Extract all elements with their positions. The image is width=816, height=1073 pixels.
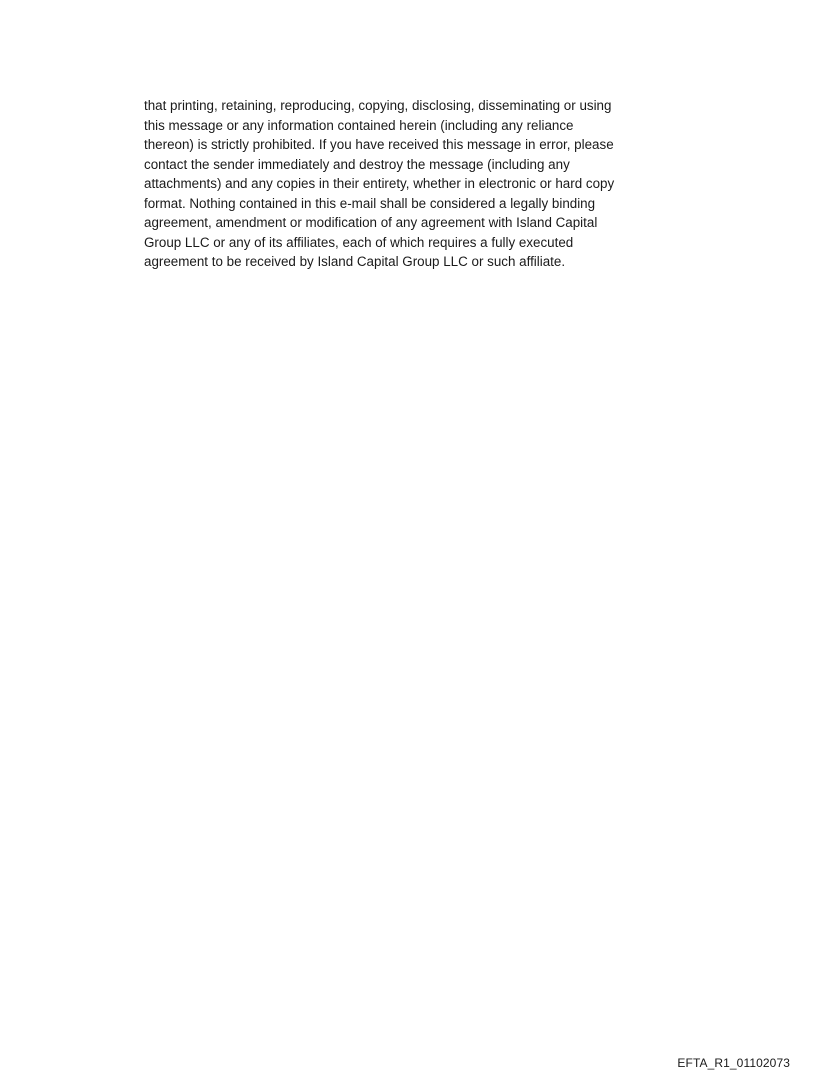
disclaimer-line: agreement, amendment or modification of any agreement with Island Capital xyxy=(144,215,598,230)
disclaimer-line: agreement to be received by Island Capital Group LLC or such affiliate. xyxy=(144,254,566,269)
disclaimer-line: thereon) is strictly prohibited. If you have received this message in error, please xyxy=(144,137,614,152)
disclaimer-line: this message or any information contained herein (including any reliance xyxy=(144,117,574,133)
disclaimer-line: format. Nothing contained in this e-mail shall be considered a legally binding xyxy=(144,195,596,211)
disclaimer-paragraph xyxy=(144,96,684,272)
disclaimer-line: attachments) and any copies in their entirety, whether in electronic or hard copy xyxy=(144,176,615,191)
disclaimer-line: that printing, retaining, reproducing, copying, disclosing, disseminating or using xyxy=(144,98,612,113)
disclaimer-line: contact the sender immediately and destroy the message (including any xyxy=(144,156,570,172)
disclaimer-line: Group LLC or any of its affiliates, each of which requires a fully executed xyxy=(144,234,574,250)
document-id-stamp: EFTA_R1_01102073 xyxy=(677,1056,790,1070)
